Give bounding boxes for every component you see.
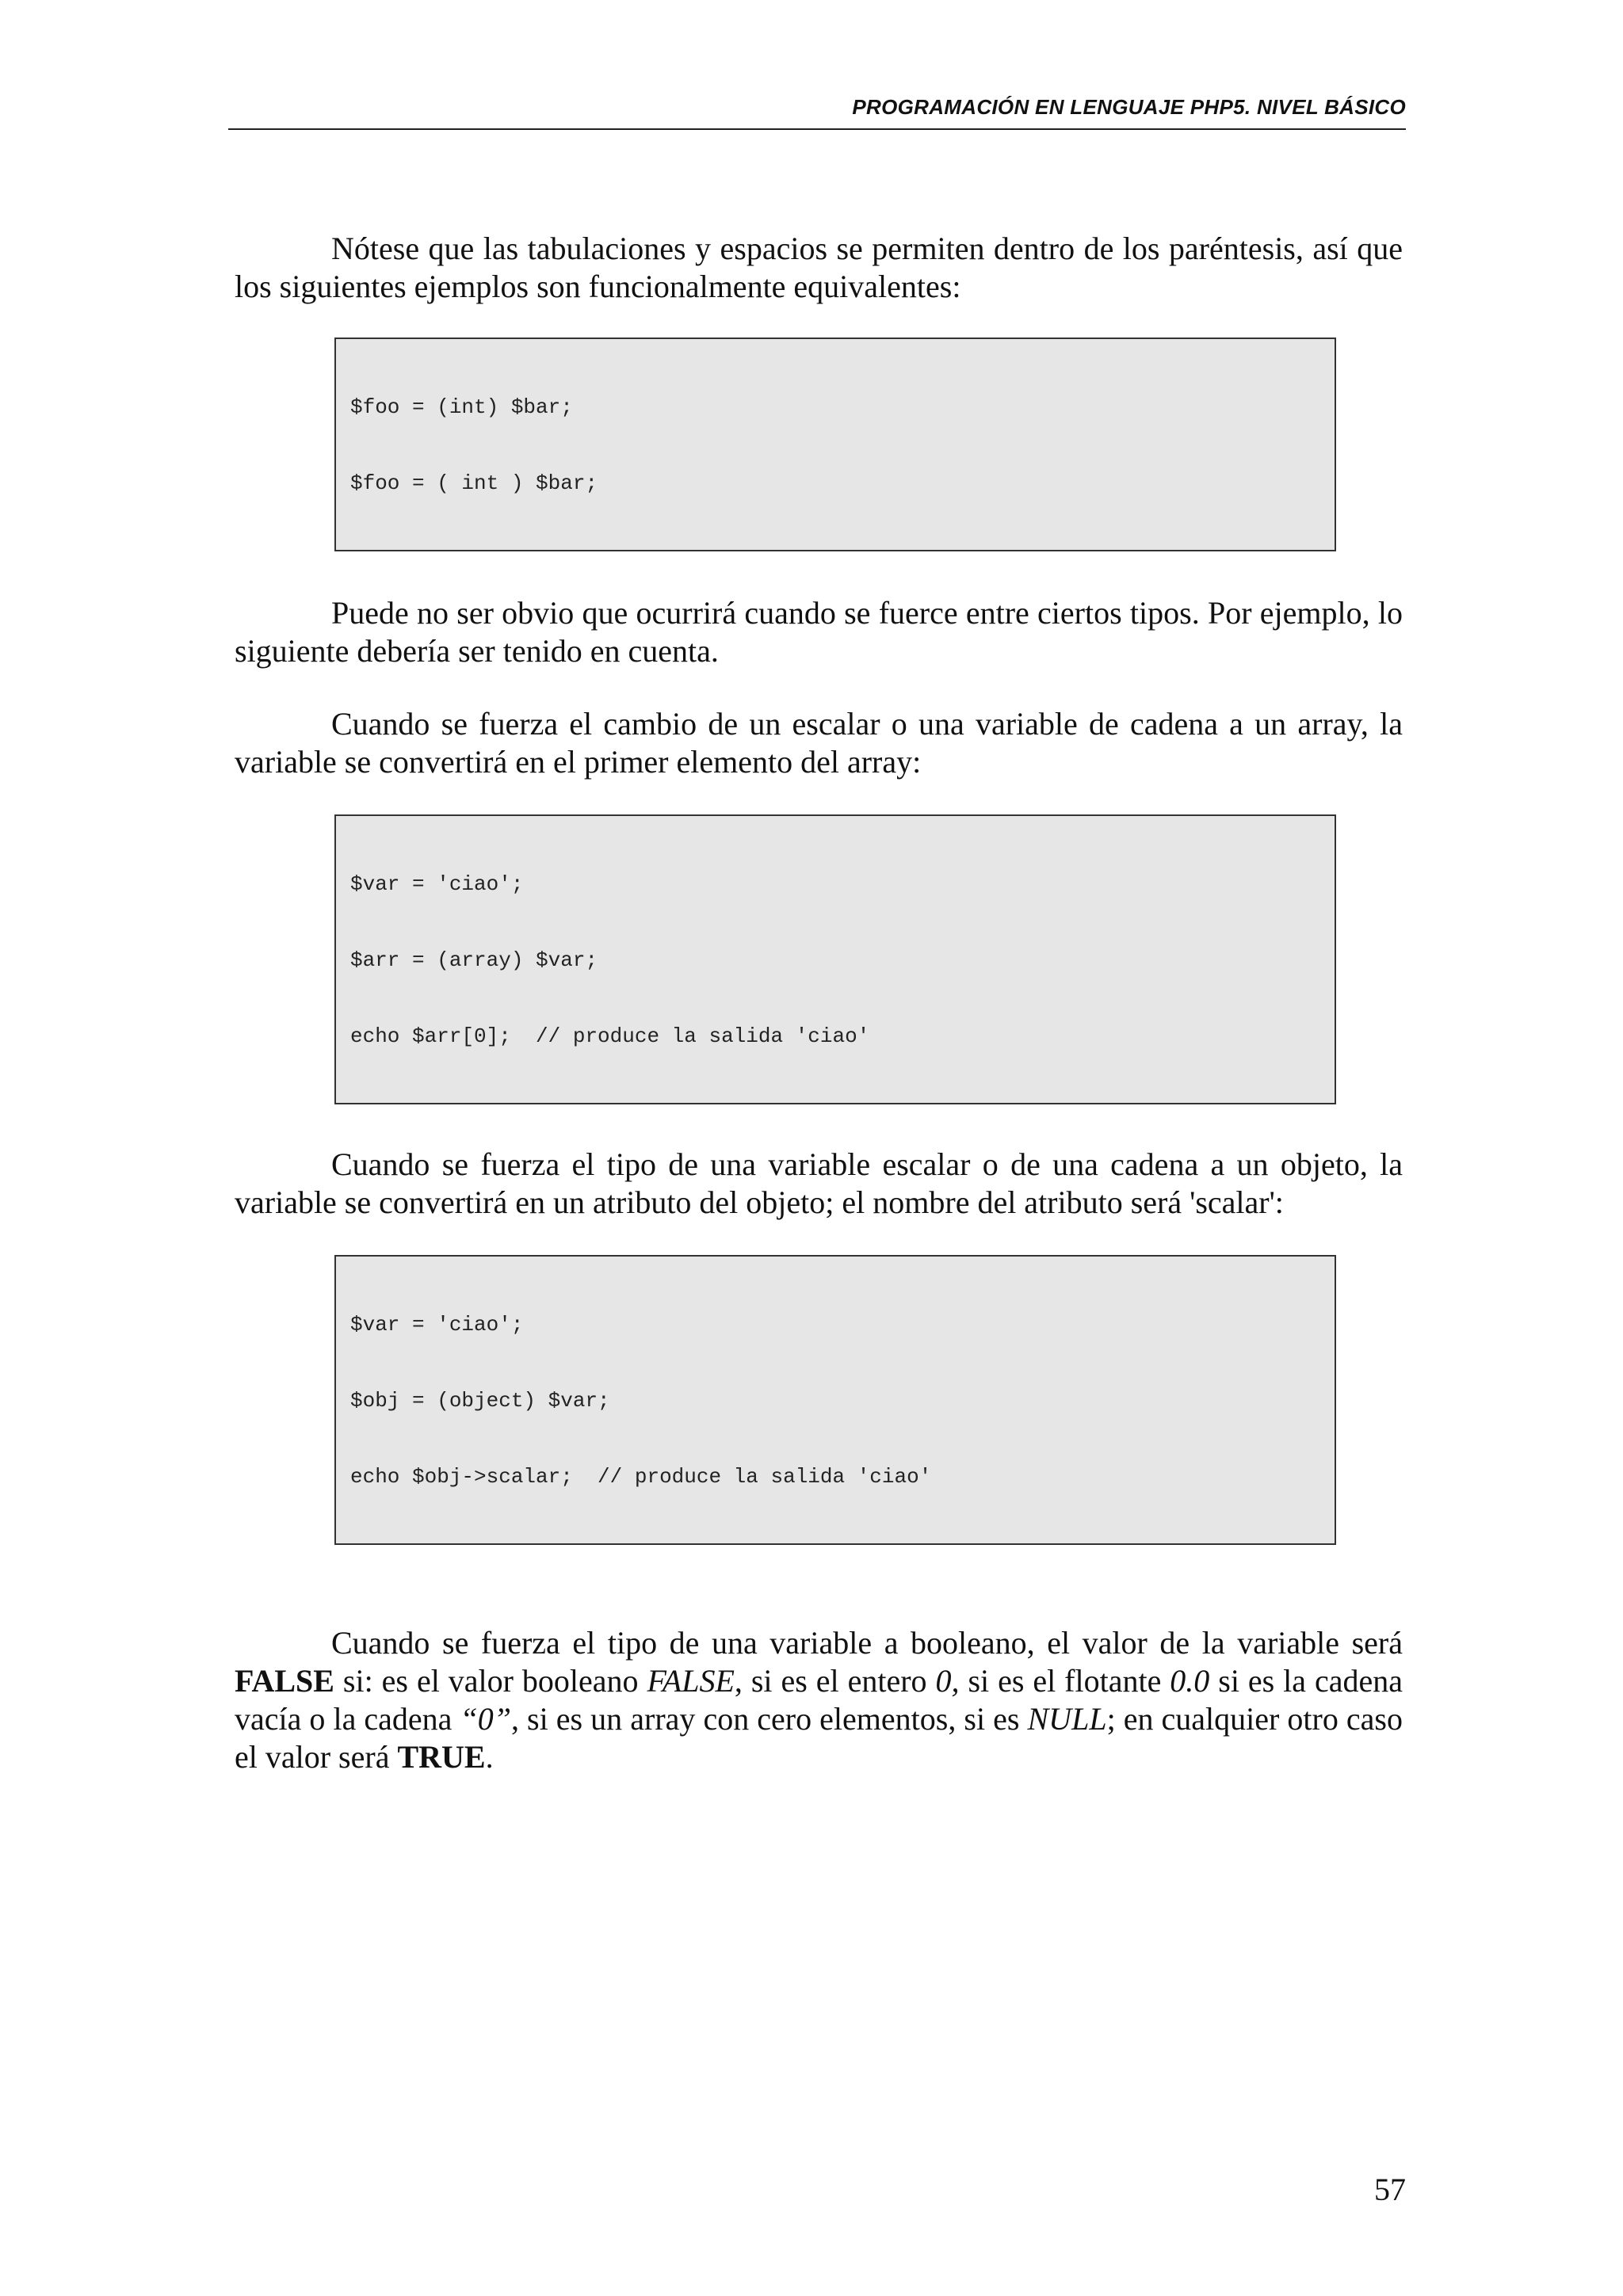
code-line: $arr = (array) $var; [350,948,598,972]
text-run: si es la cadena vacía o la cadena [235,1663,1403,1737]
code-block-object-cast [334,1255,1336,1545]
keyword-true-bold: TRUE [397,1739,486,1775]
code-block-array-cast [334,814,1336,1104]
text-run: si es el flotante [959,1663,1170,1699]
code-line: $var = 'ciao'; [350,1313,524,1337]
text-run: Cuando se fuerza el tipo de una variable a booleano, el valor de la variable será [331,1625,1403,1661]
page-content [235,230,1403,1776]
paragraph-not-obvious: Puede no ser obvio que ocurrirá cuando se fuerce entre ciertos tipos. Por ejemplo, lo siguiente debería ser tenido en cuenta. [235,595,1403,669]
text-run: , si es el entero [734,1663,936,1699]
paragraph-object-cast: Cuando se fuerza el tipo de una variable escalar o de una cadena a un objeto, la variable se convertirá en un atributo del objeto; el nombre del atributo será 'scalar': [235,1146,1403,1220]
code-line: $foo = ( int ) $bar; [350,471,598,495]
value-zero: 0, [935,1663,960,1699]
text-run: ; en cualquier otro caso el valor será [235,1701,1403,1775]
value-zero-float: 0.0 [1170,1663,1210,1699]
text-run: si: es el valor booleano [334,1663,647,1699]
running-header: PROGRAMACIÓN EN LENGUAJE PHP5. NIVEL BÁSICO [228,93,1406,130]
keyword-false-italic: FALSE [647,1663,735,1699]
value-zero-string: “0” [460,1701,511,1737]
paragraph-boolean-cast [235,1624,1403,1776]
code-block-int-cast [334,338,1336,551]
keyword-null: NULL [1027,1701,1107,1737]
code-line: $var = 'ciao'; [350,872,524,896]
paragraph-array-cast: Cuando se fuerza el cambio de un escalar o una variable de cadena a un array, la variable se convertirá en el primer elemento del array: [235,706,1403,780]
code-line: echo $arr[0]; // produce la salida 'ciao' [350,1024,870,1048]
paragraph-tabs-spaces: Nótese que las tabulaciones y espacios se permiten dentro de los paréntesis, así que los siguientes ejemplos son funcionalmente equivalentes: [235,231,1403,304]
code-line: $foo = (int) $bar; [350,395,573,419]
text-run: , si es un array con cero elementos, si es [511,1701,1028,1737]
text-run: . [485,1739,494,1775]
keyword-false-bold: FALSE [235,1663,334,1699]
code-line: echo $obj->scalar; // produce la salida 'ciao' [350,1465,932,1489]
page-number: 57 [1374,2172,1406,2207]
code-line: $obj = (object) $var; [350,1389,610,1413]
